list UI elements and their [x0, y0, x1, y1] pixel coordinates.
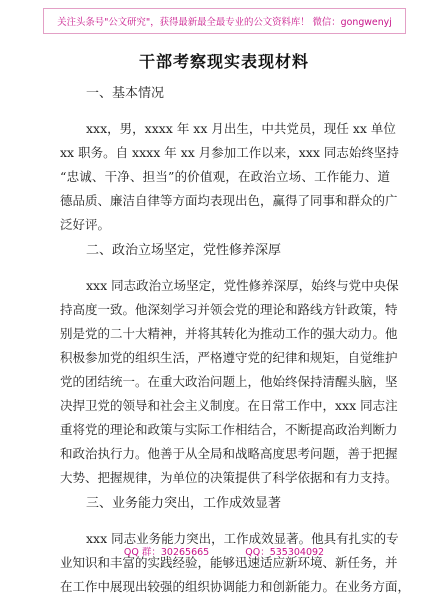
- text-line: 泛好评。: [60, 217, 111, 232]
- text-line: 持高度一致。他深刻学习并领会党的理论和路线方针政策，特: [60, 302, 398, 317]
- page-footer: [0, 544, 448, 558]
- text-line: xx 职务。自 xxxx 年 xx 月参加工作以来，xxx 同志始终坚持: [60, 145, 399, 160]
- footer-qq-group: QQ 群：30265665: [123, 547, 210, 558]
- section-political-stance: [60, 241, 399, 490]
- text-line: 德品质、廉洁自律等方面均表现出色，赢得了同事和群众的广: [60, 193, 398, 208]
- text-line: 业知识和丰富的实践经验，能够迅速适应新环境、新任务，并: [60, 555, 398, 570]
- footer-qq: QQ：535304092: [245, 547, 325, 558]
- paragraph: [60, 274, 399, 490]
- text-line: xxx，男，xxxx 年 xx 月出生，中共党员，现任 xx 单位: [86, 121, 396, 136]
- text-line: 别是党的二十大精神，并将其转化为推动工作的强大动力。他: [60, 326, 398, 341]
- text-line: 大势、把握规律，为单位的决策提供了科学依据和有力支持。: [60, 470, 398, 485]
- text-line: 决捍卫党的领导和社会主义制度。在日常工作中，xxx 同志注: [60, 398, 398, 413]
- text-line: 党的团结统一。在重大政治问题上，他始终保持清醒头脑，坚: [60, 374, 398, 389]
- section-heading: 一、基本情况: [86, 86, 165, 101]
- section-heading: 三、业务能力突出，工作成效显著: [86, 496, 282, 511]
- text-line: “忠诚、干净、担当”的价值观，在政治立场、工作能力、道: [60, 169, 390, 184]
- document-body: [60, 84, 411, 603]
- text-line: 在工作中展现出较强的组织协调能力和创新能力。在业务方面，: [60, 579, 411, 594]
- text-line: xxx 同志政治立场坚定，党性修养深厚，始终与党中央保: [86, 278, 399, 293]
- section-heading: 二、政治立场坚定，党性修养深厚: [86, 243, 282, 258]
- document-title: 干部考察现实表现材料: [138, 52, 309, 71]
- text-line: 和政治执行力。他善于从全局和战略高度思考问题，善于把握: [60, 446, 398, 461]
- paragraph: [60, 527, 411, 599]
- text-line: 积极参加党的组织生活，严格遵守党的纪律和规矩，自觉维护: [60, 350, 398, 365]
- section-basic-info: [60, 84, 399, 237]
- top-banner: [43, 8, 406, 34]
- paragraph: [60, 117, 399, 237]
- text-line: xxx 同志业务能力突出，工作成效显著。他具有扎实的专: [86, 531, 399, 546]
- banner-text: 关注头条号"公文研究"，获得最新最全最专业的公文资料库！ 微信：gongwenyj: [57, 17, 392, 28]
- text-line: 重将党的理论和政策与实际工作相结合，不断提高政治判断力: [60, 422, 398, 437]
